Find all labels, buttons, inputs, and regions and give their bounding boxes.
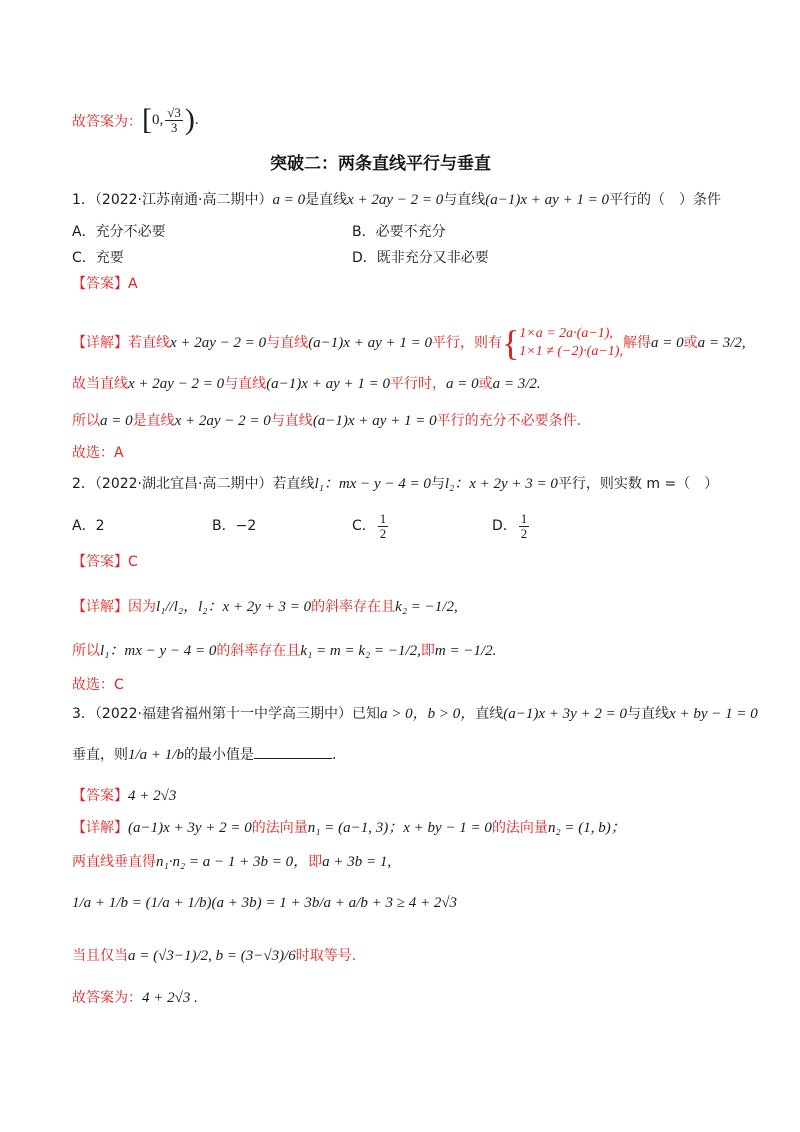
q1-choose: 故选：A: [72, 445, 124, 461]
q3-detail-line4: [72, 940, 356, 972]
q3-normal1: n₁ = (a−1, 3)；: [307, 820, 404, 836]
q3-relation: a + 3b = 1,: [322, 854, 392, 870]
q3-number: 3．: [72, 706, 95, 722]
q1-line1: x + 2ay − 2 = 0: [128, 376, 225, 392]
answer-value: 4 + 2√3: [128, 788, 177, 804]
q2-detail-line2: [72, 636, 496, 666]
q1-detail-line3: [72, 411, 581, 431]
q2-line1: l₁：mx − y − 4 = 0: [314, 476, 431, 492]
answer-label: 【答案】: [72, 554, 128, 570]
q2-option-d: D． $\frac{1}{2}$: [492, 510, 528, 541]
q2-option-a: A．2: [72, 518, 105, 534]
q2-text: 所以: [72, 643, 100, 659]
q3-line1: (a−1)x + 3y + 2 = 0: [503, 706, 628, 722]
q2-text: 的斜率存在且: [311, 599, 396, 615]
q1-line2: (a−1)x + ay + 1 = 0: [312, 413, 437, 429]
q3-text: 时取等号.: [295, 948, 357, 964]
q1-text: 解得: [622, 335, 651, 351]
q2-option-c: C． $\frac{1}{2}$: [352, 510, 387, 541]
q2-result: m = −1/2.: [434, 643, 497, 659]
q1-text: 是直线: [305, 192, 348, 208]
q1-detail-line1: 【详解】若直线x + 2ay − 2 = 0与直线(a−1)x + ay + 1 = 0平行，则有{ 1×a = 2a·(a−1), 1×1 ≠ (−2)·(a−1), 解得a = 0或a = 3/2,: [72, 323, 746, 363]
q3-normal2: n₂ = (1, b)；: [547, 820, 626, 836]
q1-option-b: B．必要不充分: [352, 224, 446, 240]
q2-text: 与: [430, 476, 445, 492]
detail-label: 【详解】: [72, 820, 128, 836]
q3-cond: a > 0，b > 0，: [380, 706, 476, 722]
q2-line2: l₂：x + 2y + 3 = 0: [444, 476, 558, 492]
q3-dot-product: n₁·n₂ = a − 1 + 3b = 0，: [156, 854, 309, 870]
q1-solution: a = 0: [650, 335, 684, 351]
q3-stem-line1: [72, 704, 758, 724]
q1-text: 或: [683, 335, 698, 351]
q1-option-a: A．充分不必要: [72, 224, 166, 240]
answer-value: A: [128, 276, 138, 292]
q2-choose: 故选：C: [72, 677, 124, 693]
q1-option-c: C．充要: [72, 250, 124, 266]
q1-text: 平行，则有: [431, 335, 502, 351]
q1-text: 平行的充分不必要条件.: [436, 413, 582, 429]
q3-detail-line3: [72, 886, 457, 920]
q2-text: 的斜率存在且: [216, 643, 301, 659]
q2-text: 即: [420, 643, 435, 659]
q1-text: 若直线: [128, 335, 170, 351]
q3-text: 直线: [475, 706, 504, 722]
final-value: 4 + 2√3 .: [142, 990, 198, 1006]
q2-answer: [72, 552, 138, 572]
q1-detail-line2: [72, 370, 541, 398]
q2-number: 2．: [72, 476, 95, 492]
q1-line2: (a−1)x + ay + 1 = 0: [485, 192, 610, 208]
q2-detail-line1: [72, 592, 458, 622]
q1-cond: a = 0: [272, 192, 306, 208]
q1-text: 平行时，: [389, 376, 446, 392]
intro-answer-value: [0, $\frac{√3}{3}$ ).: [142, 103, 199, 136]
q3-detail-line2: [72, 852, 391, 872]
q1-source: （2022·江苏南通·高二期中）: [94, 192, 273, 208]
q3-detail-line1: [72, 818, 626, 838]
q1-line2: (a−1)x + ay + 1 = 0: [308, 335, 432, 351]
q3-line1: (a−1)x + 3y + 2 = 0: [128, 820, 252, 836]
q1-line1: x + 2ay − 2 = 0: [174, 413, 271, 429]
q1-line1: x + 2ay − 2 = 0: [347, 192, 444, 208]
q3-answer: [72, 786, 176, 806]
q1-text: 所以: [72, 413, 100, 429]
q1-text: 平行的（ ）条件: [609, 192, 722, 208]
detail-label: 【详解】: [72, 335, 128, 351]
q1-text: 与直线: [270, 413, 313, 429]
q3-line2: x + by − 1 = 0: [403, 820, 492, 836]
q1-text: 与直线: [266, 335, 309, 351]
detail-label: 【详解】: [72, 599, 128, 615]
q2-slope: k₁ = m = k₂ = −1/2,: [300, 643, 421, 659]
answer-label: 【答案】: [72, 276, 128, 292]
q2-cond: l₁//l₂，l₂：x + 2y + 3 = 0: [156, 599, 312, 615]
q3-expression: 1/a + 1/b: [128, 747, 184, 763]
q3-text: 的法向量: [251, 820, 308, 836]
q2-stem: [72, 474, 718, 494]
q3-final: [72, 988, 198, 1008]
intro-answer-label: 故答案为：: [72, 114, 142, 130]
q2-option-b: B．−2: [212, 518, 257, 534]
q3-text: 两直线垂直得: [72, 854, 156, 870]
q3-text: 的法向量: [491, 820, 548, 836]
q1-solution: a = 3/2,: [697, 335, 746, 351]
q1-line2: (a−1)x + ay + 1 = 0: [266, 376, 390, 392]
q3-equality-case: a = (√3−1)/2, b = (3−√3)/6: [128, 948, 296, 964]
q3-text: 垂直，则: [72, 747, 128, 763]
q1-text: 与直线: [224, 376, 267, 392]
system-eq1: 1×a = 2a·(a−1),: [519, 326, 613, 341]
answer-blank: [254, 744, 332, 759]
q2-text: 因为: [128, 599, 156, 615]
q3-text: 当且仅当: [72, 948, 128, 964]
answer-value: C: [128, 554, 138, 570]
answer-label: 【答案】: [72, 788, 128, 804]
q3-text: 的最小值是: [183, 747, 254, 763]
q1-answer: [72, 274, 138, 294]
q1-option-d: D．既非充分又非必要: [352, 250, 489, 266]
q2-slope: k₂ = −1/2,: [395, 599, 458, 615]
q1-system: [519, 325, 623, 361]
q1-text: 或: [478, 376, 493, 392]
final-label: 故答案为：: [72, 990, 142, 1006]
q1-text: 故当直线: [72, 376, 128, 392]
q1-cond: a = 0: [100, 413, 133, 429]
section-title: 突破二：两条直线平行与垂直: [270, 154, 491, 174]
q1-stem: [72, 190, 721, 210]
q1-number: 1．: [72, 192, 95, 208]
system-eq2: 1×1 ≠ (−2)·(a−1),: [519, 344, 623, 359]
q1-line1: x + 2ay − 2 = 0: [170, 335, 267, 351]
q3-source: （2022·福建省福州第十一中学高三期中）已知: [94, 706, 380, 722]
q2-text: 平行，则实数 m =（ ）: [557, 476, 719, 492]
q3-stem-line2: 垂直，则1/a + 1/b的最小值是 .: [72, 738, 336, 772]
q1-solution: a = 3/2.: [492, 376, 541, 392]
q2-source: （2022·湖北宜昌·高二期中）若直线: [94, 476, 315, 492]
q1-text: 与直线: [443, 192, 486, 208]
q1-solution: a = 0: [445, 376, 479, 392]
q3-line2: x + by − 1 = 0: [669, 706, 758, 722]
q2-line1: l₁：mx − y − 4 = 0: [100, 643, 217, 659]
q3-inequality: 1/a + 1/b = (1/a + 1/b)(a + 3b) = 1 + 3b/a + a/b + 3 ≥ 4 + 2√3: [72, 895, 458, 911]
q3-text: 与直线: [627, 706, 670, 722]
q1-text: 是直线: [132, 413, 175, 429]
q3-text: 即: [308, 854, 323, 870]
